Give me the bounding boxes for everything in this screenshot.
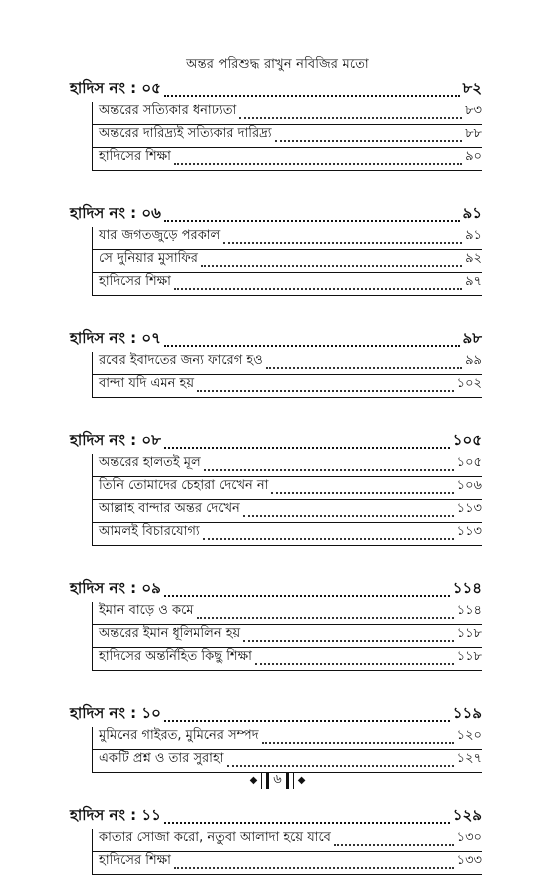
running-header: অন্তর পরিশুদ্ধ রাখুন নবিজির মতো (186, 57, 369, 72)
entry-page-number: ১০২ (456, 376, 482, 391)
entry-title: মুমিনের গাইরত, মুমিনের সম্পদ (99, 728, 259, 743)
dot-leader (197, 617, 454, 619)
toc-section (70, 580, 482, 671)
dot-leader (243, 515, 454, 517)
toc-entry[interactable] (93, 125, 482, 148)
toc-section (70, 80, 482, 171)
entry-page-number: ১১৪ (456, 603, 482, 618)
entry-list (92, 602, 482, 671)
dot-leader (164, 220, 460, 222)
entry-title: হাদিসের শিক্ষা (99, 149, 171, 164)
dot-leader (271, 492, 453, 494)
entry-title: আল্লাহ বান্দার অন্তর দেখেন (99, 501, 240, 516)
section-page-number: ১১৯ (452, 704, 482, 722)
section-title: হাদিস নং : ০৬ (70, 204, 161, 222)
section-page-number: ১০৫ (452, 431, 482, 449)
entry-page-number: ৯৭ (465, 274, 482, 289)
entry-page-number: ৯৯ (465, 353, 482, 368)
entry-title: অন্তরের দারিদ্র্যই সত্যিকার দারিদ্র্য (99, 126, 272, 141)
table-of-contents (70, 80, 482, 875)
bar-divider (293, 773, 294, 789)
dot-leader (239, 117, 462, 119)
entry-title: যার জগতজুড়ে পরকাল (99, 228, 221, 243)
entry-title: হাদিসের শিক্ষা (99, 274, 171, 289)
entry-page-number: ১৩৩ (456, 853, 482, 868)
section-page-number: ৮২ (462, 79, 482, 97)
toc-entry[interactable] (93, 625, 482, 648)
entry-page-number: ৮৮ (465, 126, 482, 141)
entry-title: সে দুনিয়ার মুসাফির (99, 251, 198, 266)
toc-entry[interactable] (93, 352, 482, 375)
entry-page-number: ১১৩ (456, 501, 482, 516)
entry-list (92, 454, 482, 546)
section-title: হাদিস নং : ০৯ (70, 579, 161, 597)
entry-page-number: ১১৮ (456, 626, 482, 641)
dot-leader (164, 720, 450, 722)
dot-leader (275, 140, 463, 142)
bar-divider (286, 773, 289, 789)
section-title: হাদিস নং : ০৭ (70, 329, 161, 347)
entry-title: অন্তরের ইমান ধূলিমলিন হয় (99, 626, 241, 641)
toc-entry[interactable] (93, 454, 482, 477)
entry-title: কাতার সোজা করো, নতুবা আলাদা হয়ে যাবে (99, 830, 331, 845)
page-number: ৬ (273, 772, 282, 787)
dot-leader (334, 844, 454, 846)
entry-title: একটি প্রশ্ন ও তার সুরাহা (99, 751, 224, 766)
section-heading[interactable] (70, 705, 482, 727)
section-page-number: ১২৯ (452, 806, 482, 824)
entry-page-number: ১৩০ (456, 830, 482, 845)
dot-leader (164, 595, 450, 597)
dot-leader (174, 163, 462, 165)
bar-divider (266, 773, 269, 789)
toc-section (70, 807, 482, 875)
dot-leader (174, 867, 454, 869)
dot-leader (262, 742, 454, 744)
entry-title: ইমান বাড়ে ও কমে (99, 603, 194, 618)
dot-leader (204, 469, 454, 471)
section-heading[interactable] (70, 807, 482, 829)
toc-entry[interactable] (93, 523, 482, 546)
entry-list (92, 102, 482, 171)
entry-title: অন্তরের সত্যিকার ধনাঢ্যতা (99, 103, 237, 118)
dot-leader (255, 663, 454, 665)
entry-list (92, 727, 482, 773)
toc-entry[interactable] (93, 148, 482, 171)
section-page-number: ৯১ (462, 204, 482, 222)
entry-title: তিনি তোমাদের চেহারা দেখেন না (99, 478, 269, 493)
dot-leader (164, 95, 460, 97)
section-heading[interactable] (70, 432, 482, 454)
dot-leader (266, 367, 462, 369)
dot-leader (174, 288, 462, 290)
toc-entry[interactable] (93, 375, 482, 398)
toc-section (70, 205, 482, 296)
entry-page-number: ৮৩ (465, 103, 482, 118)
toc-section (70, 432, 482, 546)
entry-title: বান্দা যদি এমন হয় (99, 376, 194, 391)
entry-page-number: ১২৭ (456, 751, 482, 766)
toc-entry[interactable] (93, 500, 482, 523)
dot-leader (223, 242, 462, 244)
entry-page-number: ১১৩ (456, 524, 482, 539)
section-heading[interactable] (70, 330, 482, 352)
diamond-icon: ◆ (249, 775, 258, 786)
section-title: হাদিস নং : ০৫ (70, 79, 161, 97)
dot-leader (164, 447, 450, 449)
toc-entry[interactable] (93, 852, 482, 875)
entry-page-number: ১০৬ (456, 478, 482, 493)
entry-title: অন্তরের হালতই মূল (99, 455, 201, 470)
toc-section (70, 705, 482, 773)
section-title: হাদিস নং : ১১ (70, 806, 161, 824)
entry-page-number: ৯১ (465, 228, 482, 243)
page-footer (0, 768, 555, 791)
toc-entry[interactable] (93, 477, 482, 500)
toc-entry[interactable] (93, 727, 482, 750)
dot-leader (227, 765, 454, 767)
section-heading[interactable] (70, 80, 482, 102)
entry-page-number: ১২০ (456, 728, 482, 743)
section-heading[interactable] (70, 580, 482, 602)
toc-entry[interactable] (93, 250, 482, 273)
toc-entry[interactable] (93, 829, 482, 852)
section-heading[interactable] (70, 205, 482, 227)
dot-leader (201, 265, 462, 267)
bar-divider (261, 773, 262, 789)
dot-leader (164, 345, 460, 347)
section-title: হাদিস নং : ১০ (70, 704, 161, 722)
toc-entry[interactable] (93, 102, 482, 125)
diamond-icon: ◆ (297, 775, 306, 786)
entry-title: রবের ইবাদতের জন্য ফারেগ হও (99, 353, 263, 368)
dot-leader (164, 822, 450, 824)
toc-section (70, 330, 482, 398)
section-title: হাদিস নং : ০৮ (70, 431, 161, 449)
entry-list (92, 227, 482, 296)
entry-page-number: ৯২ (465, 251, 482, 266)
dot-leader (197, 390, 454, 392)
toc-entry[interactable] (93, 227, 482, 250)
toc-entry[interactable] (93, 602, 482, 625)
section-page-number: ৯৮ (462, 329, 482, 347)
dot-leader (243, 640, 453, 642)
entry-page-number: ৯০ (465, 149, 482, 164)
entry-title: হাদিসের শিক্ষা (99, 853, 171, 868)
entry-page-number: ১০৫ (456, 455, 482, 470)
entry-title: আমলই বিচারযোগ্য (99, 524, 200, 539)
entry-title: হাদিসের অন্তর্নিহিত কিছু শিক্ষা (99, 649, 252, 664)
entry-page-number: ১১৮ (456, 649, 482, 664)
entry-list (92, 352, 482, 398)
section-page-number: ১১৪ (452, 579, 482, 597)
dot-leader (203, 538, 454, 540)
toc-entry[interactable] (93, 648, 482, 671)
toc-entry[interactable] (93, 273, 482, 296)
entry-list (92, 829, 482, 875)
page-number-ornament (250, 770, 306, 791)
